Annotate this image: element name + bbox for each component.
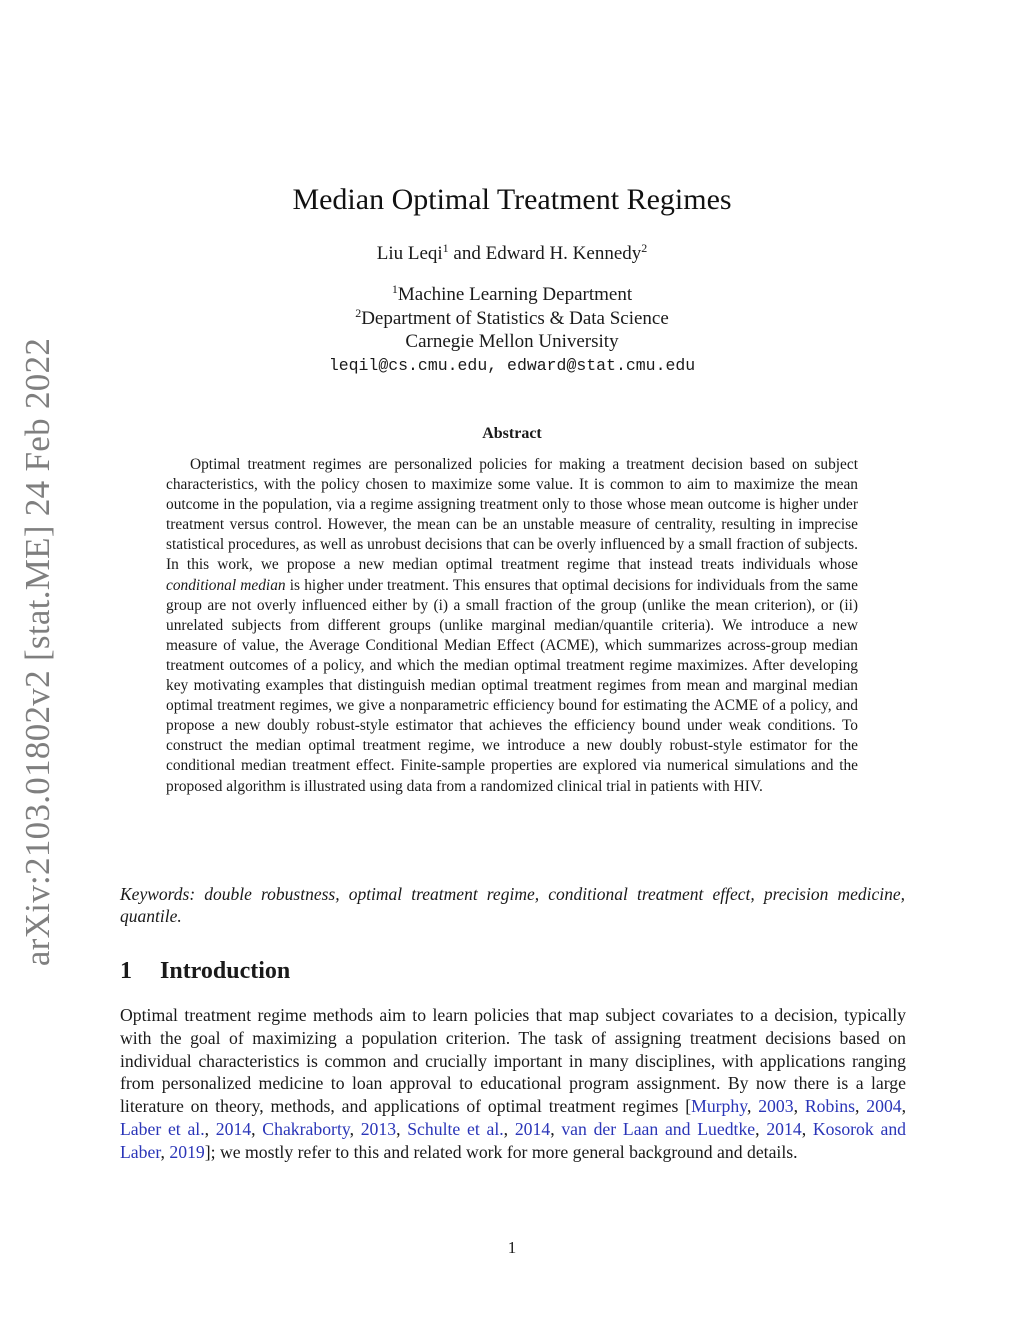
paper-title: Median Optimal Treatment Regimes [292,183,732,216]
section-number: 1 [120,958,132,984]
citation-link[interactable]: van der Laan and Luedtke [561,1118,756,1139]
abstract-text: is higher under treatment. This ensures that optimal decisions for individuals from the same group are not overly influenced either by (i) a small fraction of the group (unlike the mean criterion), or (ii) unrelated subjects from different groups (unlike marginal median/quantile criteria). We introduce a new measure of value, the Average Conditional Median Effect (ACME), which summarizes across-group median treatment outcomes of a policy, and which the median optimal treatment regime maximizes. After developing key motivating examples that distinguish median optimal treatment regimes from mean and marginal median optimal treatment regimes, we give a nonparametric efficiency bound for estimating the ACME of a policy, and propose a new doubly robust-style estimator that achieves the efficiency bound under weak conditions. To construct the median optimal treatment regime, we introduce a new doubly robust-style estimator for the conditional median treatment effect. Finite-sample properties are explored via numerical simulations and the proposed algorithm is illustrated using data from a randomized clinical trial in patients with HIV. [166,576,858,795]
cite-separator: , [396,1118,408,1139]
citation-year-link[interactable]: 2004 [866,1096,902,1117]
affiliation-line [0,283,1024,307]
cite-separator: , [160,1141,170,1162]
citation-link[interactable]: Chakraborty [262,1118,350,1139]
author-emails: leqil@cs.cmu.edu, edward@stat.cmu.edu [328,355,696,375]
cite-separator: , [349,1118,361,1139]
cite-separator: , [755,1118,767,1139]
citation-year-link[interactable]: 2014 [215,1118,252,1139]
abstract-emphasis: conditional median [166,576,286,594]
keywords: Keywords: double robustness, optimal treatment regime, conditional treatment effect, precision medicine, quantile. [120,884,905,926]
affiliation-text: Machine Learning Department [397,284,633,305]
section-title: Introduction [160,958,291,984]
author-list [0,243,1024,265]
citation-link[interactable]: Laber et al. [120,1118,205,1139]
cite-separator: , [793,1096,805,1117]
citation-year-link[interactable]: 2014 [514,1118,551,1139]
title-block [0,183,1024,377]
citation-link[interactable]: Murphy [691,1096,747,1117]
affiliation-mark: 1 [442,241,449,255]
cite-separator: , [550,1118,562,1139]
cite-separator: , [204,1118,216,1139]
cite-separator: , [901,1096,907,1117]
author-conjunction: and [453,243,481,264]
cite-separator: , [854,1096,867,1117]
affiliation-line [0,307,1024,331]
affiliation-mark: 2 [355,305,362,320]
citation-year-link[interactable]: 2013 [360,1118,397,1139]
affiliation-text: Department of Statistics & Data Science [361,307,669,329]
abstract-body [166,455,858,797]
affiliation-mark: 1 [391,282,398,296]
intro-paragraph [120,1004,906,1164]
page-number: 1 [507,1238,517,1257]
abstract-heading: Abstract [482,425,542,442]
citation-link[interactable]: Kosorok and Laber [120,1118,907,1162]
intro-text: ]; we mostly refer to this and related work for more general background and details. [204,1141,798,1162]
cite-separator: , [503,1118,515,1139]
author-name: Liu Leqi [376,243,443,264]
affiliation-mark: 2 [641,241,648,255]
intro-text: Optimal treatment regime methods aim to learn policies that map subject covariates to a decision, typically with the goal of maximizing a population criterion. The task of assigning treatment decisions based on individual characteristics is common and crucially important in many disciplines, with applications ranging from personalized medicine to loan approval to educational program assignment. By now there is a large literature on theory, methods, and applications of optimal treatment regimes [ [120,1005,906,1117]
cite-separator: , [746,1096,759,1117]
citation-year-link[interactable]: 2014 [766,1118,802,1139]
citation-year-link[interactable]: 2019 [169,1141,205,1162]
citation-link[interactable]: Schulte et al. [407,1118,504,1139]
abstract-text: Optimal treatment regimes are personalized policies for making a treatment decision based on subject characteristics, with the policy chosen to maximize some value. It is common to aim to maximize the mean outcome in the population, via a regime assigning treatment only to those whose mean outcome is higher under treatment versus control. However, the mean can be an unstable measure of centrality, resulting in imprecise statistical procedures, as well as unrobust decisions that can be overly influenced by a small fraction of subjects. In this work, we propose a new median optimal treatment regime that instead treats individuals whose [166,456,858,574]
arxiv-identifier-stamp: arXiv:2103.01802v2 [stat.ME] 24 Feb 2022 [18,337,57,967]
affiliations [0,283,1024,377]
institution: Carnegie Mellon University [405,331,619,352]
cite-separator: , [801,1118,813,1139]
citation-year-link[interactable]: 2003 [758,1096,794,1117]
author-name: Edward H. Kennedy [485,243,642,264]
cite-separator: , [251,1118,263,1139]
section-heading [120,958,290,985]
citation-link[interactable]: Robins [804,1096,855,1117]
